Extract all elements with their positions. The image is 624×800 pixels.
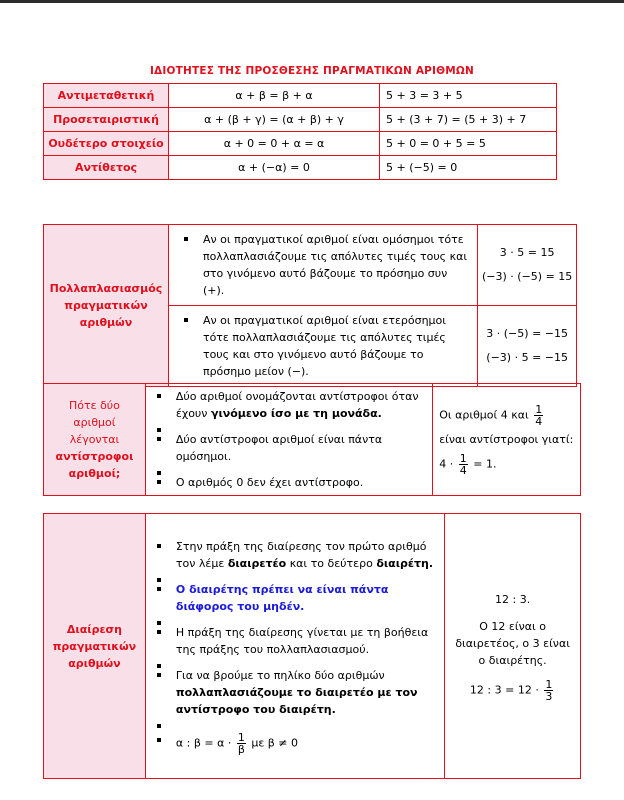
example-cell [478, 225, 577, 306]
rule-cell [168, 306, 477, 387]
spacer [154, 572, 436, 581]
rule-bold: διαιρετέο [227, 556, 287, 570]
spacer [154, 465, 424, 474]
multiplication-table [43, 224, 577, 387]
example-cell [478, 306, 577, 387]
fraction-denominator: β [237, 742, 245, 756]
division-table [43, 513, 581, 779]
property-example: 5 + (3 + 7) = (5 + 3) + 7 [380, 108, 557, 132]
table-row [44, 132, 557, 156]
table-row [44, 108, 557, 132]
rule-text: Στην πράξη της διαίρεσης τον πρώτο αριθμό τον λέμε [175, 539, 427, 570]
rule-bold: διαιρέτη. [376, 556, 434, 570]
property-name: Ουδέτερο στοιχείο [44, 132, 169, 156]
reciprocals-table [43, 383, 581, 496]
addition-properties-table [43, 83, 557, 180]
fraction-denominator: 4 [535, 414, 543, 428]
property-example: 5 + 0 = 0 + 5 = 5 [380, 132, 557, 156]
table-row [44, 84, 557, 108]
example-line: είναι αντίστροφοι γιατί: [439, 432, 574, 446]
example-line: 3 · (−5) = −15 [486, 327, 568, 340]
table-row [44, 225, 577, 306]
example-cell [433, 384, 581, 496]
fraction-numerator: 1 [459, 451, 467, 465]
fraction [534, 404, 543, 427]
fraction-denominator: 3 [545, 689, 553, 703]
page-title: ΙΔΙΟΤΗΤΕΣ ΤΗΣ ΠΡΟΣΘΕΣΗΣ ΠΡΑΓΜΑΤΙΚΩΝ ΑΡΙΘΜΩΝ [149, 65, 475, 77]
property-example: 5 + 3 = 3 + 5 [380, 84, 557, 108]
rules-cell [145, 384, 432, 496]
example-line [451, 679, 574, 702]
rule-text: Αν οι πραγματικοί αριθμοί είναι ετερόσημοι τότε πολλαπλασιάζουμε τις απόλυτες τιμές τους και στο γινόμενο αυτό βάζουμε το πρόσημο μείον (−). [181, 312, 469, 380]
property-formula: α + 0 = 0 + α = α [169, 132, 380, 156]
property-formula: α + (β + γ) = (α + β) + γ [169, 108, 380, 132]
rule-item [154, 538, 436, 572]
fraction-numerator: 1 [535, 402, 543, 416]
example-line: (−3) · 5 = −15 [486, 351, 568, 364]
rule-item [154, 388, 424, 422]
fraction [237, 732, 246, 755]
formula-text: με β ≠ 0 [251, 736, 299, 749]
label-line: λέγονται [69, 433, 120, 446]
rules-cell [145, 514, 444, 779]
fraction [544, 679, 553, 702]
example-line: 12 : 3. [495, 592, 531, 606]
rule-text: Αν οι πραγματικοί αριθμοί είναι ομόσημοι τότε πολλαπλασιάζουμε τις απόλυτες τιμές τους και στο γινόμενο αυτό βάζουμε το πρόσημο συν (+). [181, 231, 469, 299]
example-line [439, 453, 574, 476]
table-row [44, 514, 581, 779]
rule-item: Ο αριθμός 0 δεν έχει αντίστροφο. [154, 474, 424, 491]
property-name: Προσεταιριστική [44, 108, 169, 132]
example-calc: = 1. [473, 457, 497, 470]
example-calc: 12 : 3 = 12 · [469, 683, 539, 696]
example-line: 3 · 5 = 15 [499, 246, 555, 259]
example-cell [445, 514, 581, 779]
example-line [439, 404, 574, 427]
rule-bold: γινόμενο ίσο με τη μονάδα. [210, 407, 382, 420]
rule-bold: πολλαπλασιάζουμε το διαιρετέο με τον αντίστροφο του διαιρέτη. [175, 685, 418, 716]
example-line: Ο 12 είναι ο διαιρετέος, ο 3 είναι ο διαιρέτης. [455, 619, 570, 667]
property-formula: α + (−α) = 0 [169, 156, 380, 180]
spacer [154, 658, 436, 667]
example-text: Οι αριθμοί 4 και [439, 408, 529, 421]
property-name: Αντίθετος [44, 156, 169, 180]
multiplication-label: Πολλαπλασιασμός πραγματικών αριθμών [44, 225, 169, 387]
top-border [0, 0, 624, 3]
reciprocals-label [44, 384, 146, 496]
rule-item [154, 667, 436, 718]
spacer [154, 422, 424, 431]
rule-text: Δύο αριθμοί ονομάζονται αντίστροφοι όταν έχουν [175, 390, 419, 420]
label-bold: αντίστροφοι αριθμοί; [55, 450, 134, 480]
example-line: (−3) · (−5) = 15 [481, 270, 573, 283]
rule-item: Δύο αντίστροφοι αριθμοί είναι πάντα ομόσημοι. [154, 431, 424, 465]
property-name: Αντιμεταθετική [44, 84, 169, 108]
label-line: αριθμοί [73, 416, 116, 429]
fraction-numerator: 1 [545, 677, 553, 691]
fraction-numerator: 1 [237, 730, 245, 744]
spacer [154, 718, 436, 732]
table-row [44, 384, 581, 496]
division-label: Διαίρεση πραγματικών αριθμών [44, 514, 146, 779]
fraction-denominator: 4 [459, 463, 467, 477]
label-line: Πότε δύο [69, 399, 120, 412]
table-row [44, 156, 557, 180]
spacer [154, 615, 436, 624]
example-calc: 4 · [439, 457, 454, 470]
rule-item: Η πράξη της διαίρεσης γίνεται με τη βοήθεια της πράξης του πολλαπλασιασμού. [154, 624, 436, 658]
rule-item: Ο διαιρέτης πρέπει να είναι πάντα διάφορος του μηδέν. [154, 581, 436, 615]
property-formula: α + β = β + α [169, 84, 380, 108]
formula-text: α : β = α · [175, 736, 232, 749]
rule-item [154, 732, 436, 755]
rule-text: Για να βρούμε το πηλίκο δύο αριθμών [175, 668, 385, 682]
rule-cell [168, 225, 477, 306]
fraction [459, 453, 468, 476]
property-example: 5 + (−5) = 0 [380, 156, 557, 180]
rule-text: και το δεύτερο [289, 556, 373, 570]
